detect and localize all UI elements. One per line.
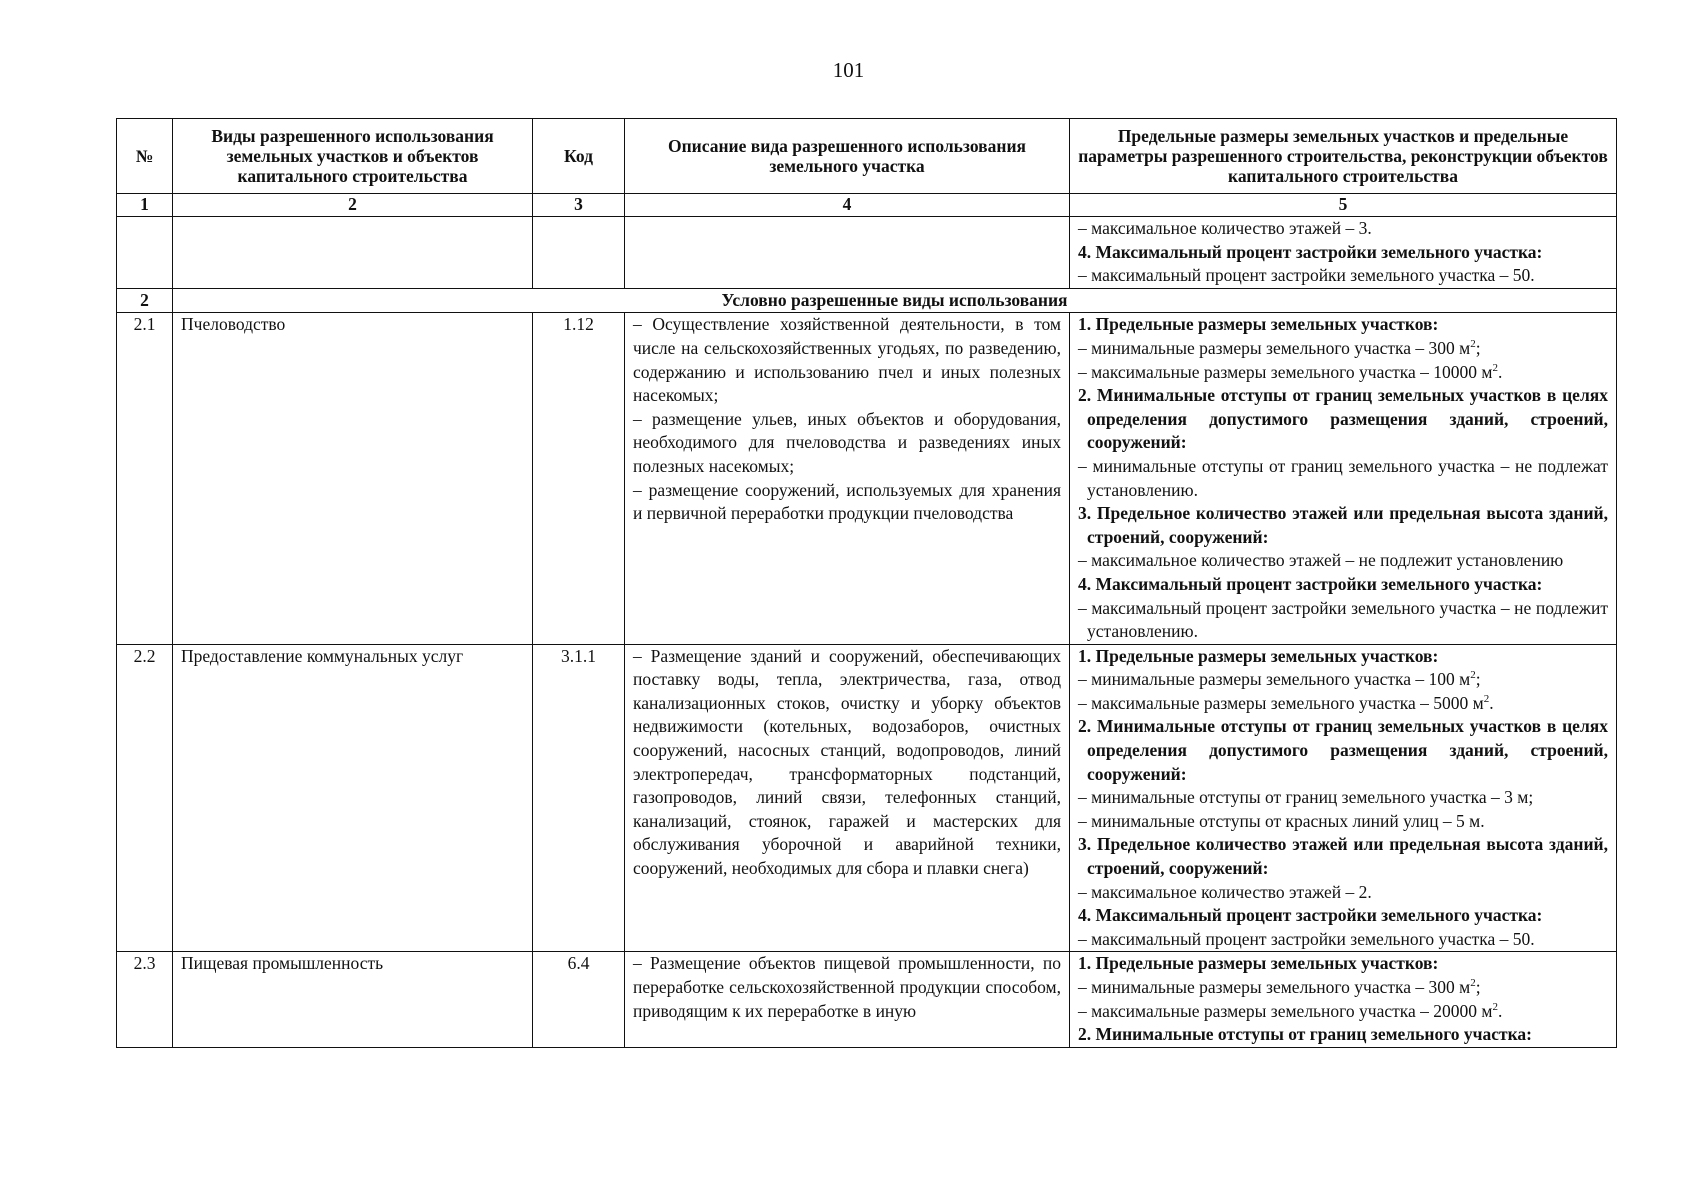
param-text: – минимальные размеры земельного участка – 300 м <box>1078 337 1471 358</box>
params-cell <box>1070 644 1617 952</box>
row-code: 3.1.1 <box>533 644 625 952</box>
param-text: . <box>1497 361 1503 382</box>
param-line: – максимальный процент застройки земельного участка – 50. <box>1078 928 1535 949</box>
param-line: – минимальные отступы от границ земельного участка – не подлежат установлению. <box>1078 455 1608 500</box>
section-number: 2 <box>117 288 173 313</box>
param-line: – максимальное количество этажей – 3. <box>1078 218 1372 238</box>
zoning-table <box>116 118 1617 1048</box>
description-paragraph: – размещение сооружений, используемых для хранения и первичной переработки продукции пчеловодства <box>633 479 1061 524</box>
row-name: Предоставление коммунальных услуг <box>173 644 533 952</box>
param-line: – максимальный процент застройки земельного участка – не подлежит установлению. <box>1078 597 1608 642</box>
params-cell <box>1070 952 1617 1047</box>
column-number-row <box>117 194 1617 217</box>
column-number: 2 <box>173 194 533 217</box>
param-heading: 1. Предельные размеры земельных участков: <box>1078 953 1439 974</box>
param-text: . <box>1489 692 1494 713</box>
param-line <box>1078 337 1608 361</box>
param-heading: 2. Минимальные отступы от границ земельного участка: <box>1078 1024 1532 1045</box>
column-number: 5 <box>1070 194 1617 217</box>
param-text: – минимальные размеры земельного участка – 100 м <box>1078 669 1471 690</box>
param-heading: 4. Максимальный процент застройки земельного участка: <box>1078 241 1543 262</box>
param-line: – минимальные отступы от границ земельного участка – 3 м; <box>1078 787 1534 808</box>
superscript: 2 <box>1483 693 1490 706</box>
param-heading: 2. Минимальные отступы от границ земельных участков в целях определения допустимого размещения зданий, строений, сооружений: <box>1078 385 1608 453</box>
param-text: – максимальные размеры земельного участка – 5000 м <box>1078 692 1484 713</box>
param-line: – минимальные отступы от красных линий улиц – 5 м. <box>1078 810 1485 831</box>
param-heading: 3. Предельное количество этажей или предельная высота зданий, строений, сооружений: <box>1078 834 1608 879</box>
section-title: Условно разрешенные виды использования <box>173 288 1617 313</box>
page-number: 101 <box>832 58 865 82</box>
param-heading: 4. Максимальный процент застройки земельного участка: <box>1078 905 1543 926</box>
superscript: 2 <box>1492 361 1498 374</box>
params-cell <box>1070 217 1617 289</box>
cell-empty <box>173 217 533 289</box>
param-heading: 1. Предельные размеры земельных участков: <box>1078 645 1439 666</box>
table-row <box>117 644 1617 952</box>
section-row <box>117 288 1617 313</box>
row-number: 2.3 <box>117 952 173 1047</box>
param-text: ; <box>1475 337 1481 358</box>
header-params: Предельные размеры земельных участков и предельные параметры разрешенного строительства, реконструкции объектов капитального строительства <box>1070 119 1617 194</box>
param-heading: 4. Максимальный процент застройки земельного участка: <box>1078 573 1543 594</box>
param-text: – минимальные размеры земельного участка – 300 м <box>1078 977 1471 997</box>
header-code: Код <box>533 119 625 194</box>
superscript: 2 <box>1470 977 1476 990</box>
description-paragraph: – Осуществление хозяйственной деятельности, в том числе на сельскохозяйственных угодьях, по разведению, содержанию и использованию пчел и иных полезных насекомых; <box>633 314 1061 406</box>
param-heading: 2. Минимальные отступы от границ земельных участков в целях определения допустимого размещения зданий, строений, сооружений: <box>1078 716 1608 784</box>
param-line: – максимальное количество этажей – 2. <box>1078 881 1372 902</box>
header-row <box>117 119 1617 194</box>
row-description <box>625 313 1070 644</box>
row-number: 2.2 <box>117 644 173 952</box>
params-cell <box>1070 313 1617 644</box>
description-paragraph: – Размещение объектов пищевой промышленности, по переработке сельскохозяйственной продукции способом, приводящим к их переработке в иную <box>633 953 1061 1021</box>
header-types: Виды разрешенного использования земельных участков и объектов капитального строительства <box>173 119 533 194</box>
cell-empty <box>117 217 173 289</box>
param-text: ; <box>1475 669 1481 690</box>
param-text: . <box>1497 1000 1503 1021</box>
column-number: 3 <box>533 194 625 217</box>
description-paragraph: – размещение ульев, иных объектов и оборудования, необходимого для пчеловодства и разведениях иных полезных насекомых; <box>633 408 1061 476</box>
row-description <box>625 952 1070 1047</box>
cell-empty <box>533 217 625 289</box>
row-code: 1.12 <box>533 313 625 644</box>
table-row <box>117 313 1617 644</box>
row-name: Пчеловодство <box>173 313 533 644</box>
param-line <box>1078 361 1608 385</box>
superscript: 2 <box>1470 669 1476 682</box>
column-number: 1 <box>117 194 173 217</box>
param-heading: 3. Предельное количество этажей или предельная высота зданий, строений, сооружений: <box>1078 503 1608 547</box>
param-text: – максимальные размеры земельного участка – 20000 м <box>1078 1000 1493 1021</box>
row-description <box>625 644 1070 952</box>
param-text: ; <box>1475 977 1481 997</box>
description-paragraph: – Размещение зданий и сооружений, обеспечивающих поставку воды, тепла, электричества, газа, отвод канализационных стоков, очистку и уборку объектов недвижимости (котельных, водозаборов, очистных сооружений, насосных станций, водопроводов, линий электропередач, трансформаторных подстанций, газопроводов, линий связи, телефонных станций, канализаций, стоянок, гаражей и мастерских для обслуживания уборочной и аварийной техники, сооружений, необходимых для сбора и плавки снега) <box>633 645 1061 879</box>
header-num: № <box>117 119 173 194</box>
param-line <box>1078 668 1608 692</box>
param-heading: 1. Предельные размеры земельных участков: <box>1078 314 1439 335</box>
row-name: Пищевая промышленность <box>173 952 533 1047</box>
param-text: – максимальные размеры земельного участка – 10000 м <box>1078 361 1493 382</box>
param-line <box>1078 976 1608 1000</box>
superscript: 2 <box>1470 338 1476 351</box>
table-row <box>117 952 1617 1047</box>
row-number: 2.1 <box>117 313 173 644</box>
header-description: Описание вида разрешенного использования земельного участка <box>625 119 1070 194</box>
row-code: 6.4 <box>533 952 625 1047</box>
superscript: 2 <box>1492 1000 1498 1013</box>
column-number: 4 <box>625 194 1070 217</box>
cell-empty <box>625 217 1070 289</box>
param-line <box>1078 1000 1608 1024</box>
param-line: – максимальный процент застройки земельного участка – 50. <box>1078 265 1535 286</box>
param-line: – максимальное количество этажей – не подлежит установлению <box>1078 550 1564 571</box>
continuation-row <box>117 217 1617 289</box>
param-line <box>1078 692 1608 716</box>
